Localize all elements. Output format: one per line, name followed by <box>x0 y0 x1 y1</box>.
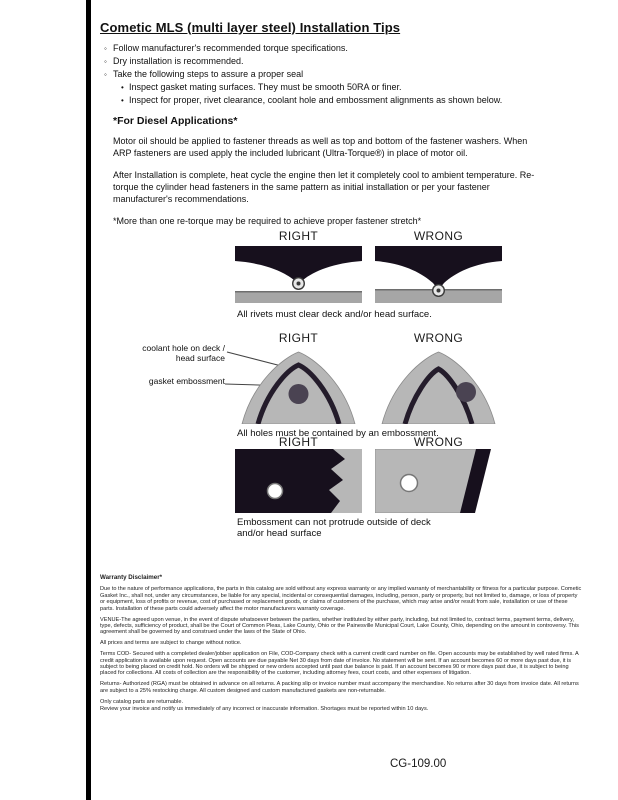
row2-caption: All holes must be contained by an embossment. <box>237 428 439 439</box>
disclaimer-paragraph: Due to the nature of performance applications, the parts in this catalog are sold without any express warranty or any implied warranty of merchantability or fitness for a particular purpose. Cometic Gasket Inc., shall not, under any circumstances, be liable for any special, incidental or consequential damages, including, person, party or property, but not limited to, damage, or loss of property or equipment, loss of profits or revenue, cost of purchased or replacement goods, or claims of customers of the purchase, which may arise and/or result from sale, installation or use of these parts. Installation of these parts could adversely affect the motor manufacturers warranty coverage. <box>100 586 582 612</box>
page-title: Cometic MLS (multi layer steel) Installation Tips <box>100 20 401 35</box>
open-bullet-icon: ◦ <box>104 44 107 53</box>
disclaimer-paragraph: VENUE-The agreed upon venue, in the event of dispute whatsoever between the parties, whether instituted by either party, including, but not limited to, contract terms, payment terms, delivery, type, defects, sufficiency of product, shall be the Court of Common Pleas, Lake County, Ohio or the Painesville Municipal Court, Lake County, Ohio, depending on the amount in controversy. This agreement shall be governed by and construed under the laws of the State of Ohio. <box>100 616 579 636</box>
disclaimer-paragraph: Only catalog parts are returnable. <box>100 698 184 705</box>
row1-wrong-label: WRONG <box>413 229 464 243</box>
row1-caption: All rivets must clear deck and/or head surface. <box>237 309 432 320</box>
disclaimer-paragraph: Terms COD- Secured with a completed dealer/jobber application on File, COD-Company check with a current credit card number on file. Open accounts may be established by well rated firms. A credit application is available upon request. Open accounts are due payable Net 30 days from date of invoice. No statement will be sent. If an account becomes 60 or more days past due, it is subject to being placed on credit hold. No orders will be shipped or new orders accepted until past due balance is paid. If an account becomes 90 or more days past due, it is subject to being placed for collections. All costs of collection are the responsibility of the customer, including attorney fees, court costs, and other expenses of litigation. <box>100 651 579 677</box>
coolant-hole-annotation: coolant hole on deck / head surface <box>142 343 225 363</box>
installation-tips-list <box>104 44 502 109</box>
solid-bullet-icon: • <box>121 96 124 106</box>
open-bullet-icon: ◦ <box>104 57 107 67</box>
page-number: CG-109.00 <box>390 758 447 770</box>
tip-item <box>104 44 502 54</box>
tip-item <box>104 70 502 80</box>
diesel-paragraph-2: After Installation is complete, heat cycle the engine then let it completely cool to ambient temperature. Re-torque the cylinder head fasteners in the same pattern as initial installation or per your fastener manufacturer's recommendations. <box>113 170 535 204</box>
embossment-annotation: gasket embossment <box>148 376 225 386</box>
tip-text: Dry installation is recommended. <box>113 56 244 67</box>
diesel-heading: *For Diesel Applications* <box>113 115 238 127</box>
row2-right-label: RIGHT <box>278 331 319 345</box>
row2-wrong-label: WRONG <box>413 331 464 345</box>
solid-bullet-icon: • <box>121 83 124 93</box>
rivet-clearance-right-diagram <box>235 246 362 303</box>
rivet-clearance-wrong-diagram <box>375 246 502 303</box>
diesel-applications-section <box>113 115 543 227</box>
row3-right-label: RIGHT <box>278 435 319 449</box>
disclaimer-heading: Warranty Disclaimer* <box>100 574 163 581</box>
disclaimer-paragraph: Review your invoice and notify us immediately of any incorrect or inaccurate information. Shortages must be reported within 10 days. <box>100 706 429 712</box>
retorque-note: *More than one re-torque may be required to achieve proper fastener stretch* <box>113 216 422 226</box>
tip-sub-item <box>121 83 502 93</box>
tip-text: Take the following steps to assure a proper seal <box>113 69 304 80</box>
row3-wrong-label: WRONG <box>413 435 464 449</box>
disclaimer-paragraph: Returns- Authorized (RGA) must be obtained in advance on all returns. A packing slip or invoice number must accompany the merchandise. No returns after 30 days from invoice date. All returns are subject to a 25% restocking charge. All custom designed and custom manufactured gaskets are non-returnable. <box>100 681 579 694</box>
embossment-protrusion-right-diagram <box>235 449 362 513</box>
tip-text: Follow manufacturer's recommended torque specifications. <box>113 43 348 53</box>
row1-right-label: RIGHT <box>278 229 319 243</box>
tip-sub-item <box>121 96 502 106</box>
embossment-protrusion-wrong-diagram <box>375 449 502 513</box>
warranty-disclaimer <box>100 575 582 712</box>
hole-embossment-wrong-diagram <box>375 346 502 424</box>
tip-text: Inspect gasket mating surfaces. They must be smooth 50RA or finer. <box>129 82 402 93</box>
row3-caption: Embossment can not protrude outside of deck and/or head surface <box>237 517 431 539</box>
page-edge-bar <box>86 0 91 800</box>
hole-embossment-right-diagram <box>235 346 362 424</box>
tip-text: Inspect for proper, rivet clearance, coolant hole and embossment alignments as shown below. <box>129 95 503 106</box>
diesel-paragraph-1: Motor oil should be applied to fastener threads as well as top and bottom of the fastener washers. When ARP fasteners are used apply the included lubricant (Ultra-Torque®) in place of motor oil. <box>113 136 528 158</box>
open-bullet-icon: ◦ <box>104 70 107 80</box>
disclaimer-paragraph: All prices and terms are subject to change without notice. <box>100 640 242 647</box>
tip-item <box>104 57 502 67</box>
